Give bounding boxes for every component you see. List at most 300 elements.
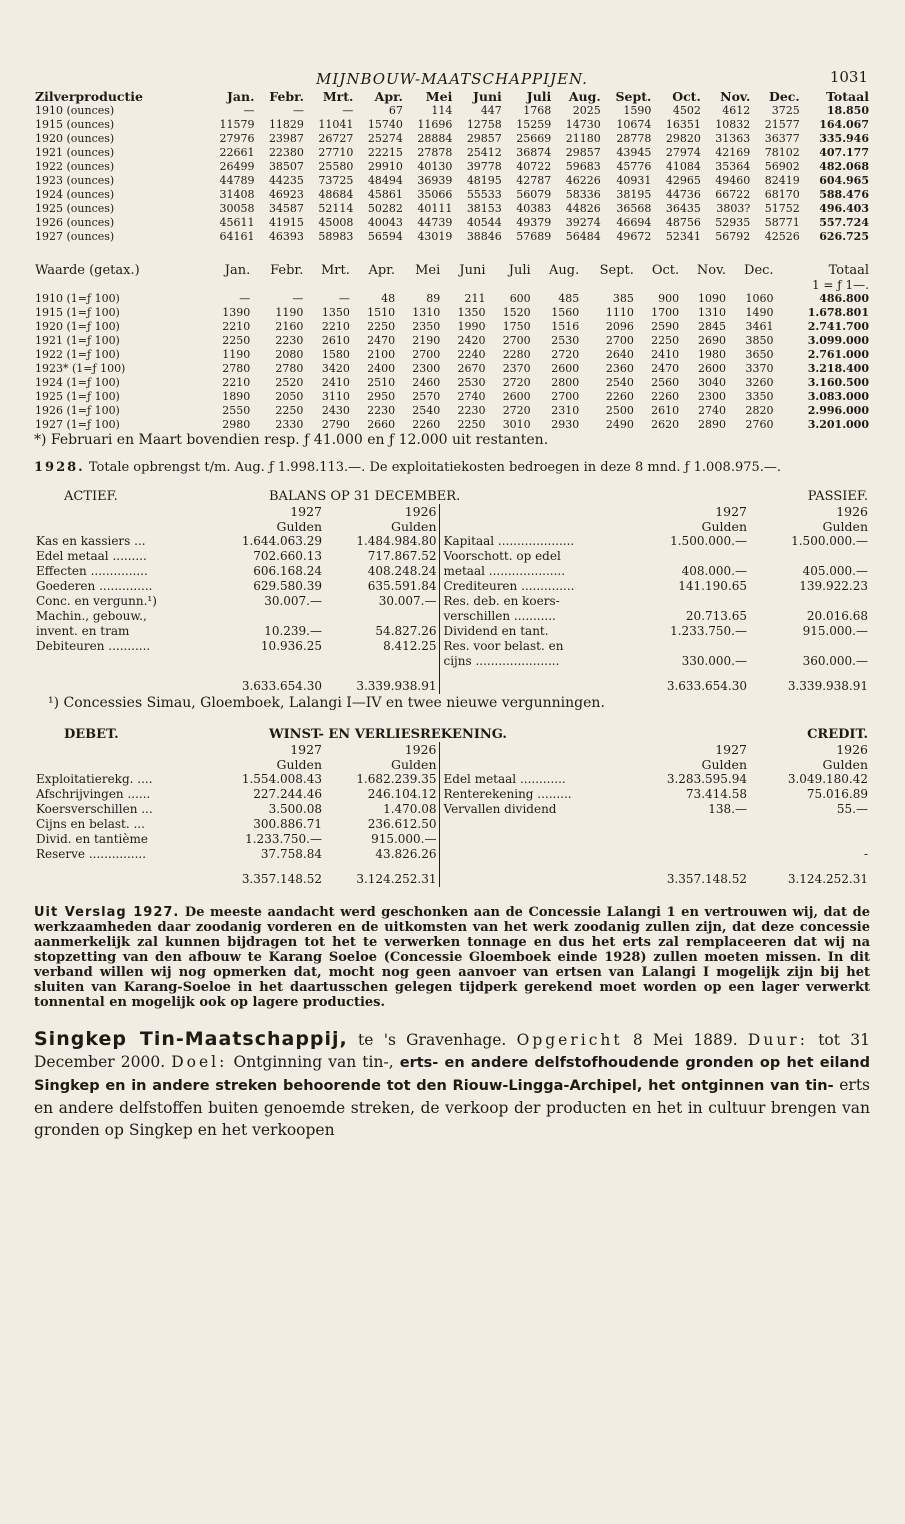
table-cell: 2530 — [551, 334, 580, 347]
amount-current — [229, 654, 324, 669]
row-label: 1910 (1=ƒ 100) — [35, 292, 120, 305]
table-cell: 56484 — [565, 230, 601, 243]
row-total: 604.965 — [819, 174, 869, 187]
table-cell: 2610 — [321, 334, 350, 347]
table-cell: 56792 — [715, 230, 751, 243]
table-cell: 2530 — [457, 376, 486, 389]
amount-current: 141.190.65 — [678, 579, 747, 593]
table-cell: 3725 — [771, 104, 800, 117]
row-label: 1925 (ounces) — [35, 202, 115, 215]
pl-left-title: DEBET. — [64, 727, 119, 742]
account-label: Res. deb. en koers- — [439, 594, 639, 609]
value-table — [34, 264, 870, 432]
table-cell: 2160 — [275, 320, 304, 333]
amount-previous — [324, 654, 439, 669]
table-cell: 68170 — [764, 188, 800, 201]
amount-current: 1.233.750.— — [670, 624, 747, 638]
amount-previous: 43.826.26 — [375, 847, 437, 861]
table-cell: 82419 — [764, 174, 800, 187]
amount-current: 300.886.71 — [253, 817, 322, 831]
table-cell: 36435 — [665, 202, 701, 215]
table-row — [34, 216, 870, 230]
table-cell: 45861 — [367, 188, 403, 201]
amount-current — [639, 847, 749, 862]
table-cell: 40043 — [367, 216, 403, 229]
note-1928-text: Totale opbrengst t/m. Aug. ƒ 1.998.113.—. De exploitatiekosten bedroegen in deze 8 mnd. ƒ 1.008.975.—. — [88, 460, 782, 475]
table-cell: 1990 — [457, 320, 486, 333]
table-cell: — — [292, 292, 304, 305]
table-cell: 64161 — [219, 230, 255, 243]
account-row — [34, 624, 870, 639]
total-amount: 3.633.654.30 — [241, 679, 322, 693]
table-cell: 2890 — [698, 418, 727, 431]
column-header: Sept. — [615, 89, 652, 104]
column-header: Mei — [425, 89, 453, 104]
row-total: 486.800 — [819, 292, 869, 305]
table-cell: 67 — [388, 104, 403, 117]
row-label: 1922 (1=ƒ 100) — [35, 348, 120, 361]
amount-previous: 360.000.— — [802, 654, 868, 668]
duration-label: Duur: — [747, 1031, 808, 1049]
table-cell: 2250 — [457, 418, 486, 431]
table-cell: 3461 — [745, 320, 774, 333]
amount-current: 37.758.84 — [260, 847, 322, 861]
column-header: Juni — [459, 263, 486, 278]
table-cell: 2280 — [502, 348, 531, 361]
report-lead: Uit Verslag 1927. — [34, 905, 180, 920]
table-cell: 2760 — [745, 418, 774, 431]
balance-unit: Gulden — [276, 519, 322, 534]
table-cell: 2790 — [321, 418, 350, 431]
table-cell: 27878 — [417, 146, 453, 159]
table-cell: 1510 — [367, 306, 396, 319]
table-cell: 2230 — [367, 404, 396, 417]
amount-previous: 139.922.23 — [799, 579, 868, 593]
amount-previous: 915.000.— — [371, 832, 437, 846]
table-cell: 2660 — [367, 418, 396, 431]
table-cell: 600 — [509, 292, 531, 305]
table-cell: 2410 — [321, 376, 350, 389]
table-cell: 2560 — [651, 376, 680, 389]
account-label: Vervallen dividend — [439, 802, 639, 817]
table-cell: 89 — [426, 292, 441, 305]
amount-current — [639, 832, 749, 847]
table-cell: — — [292, 104, 304, 117]
table-cell: 2690 — [698, 334, 727, 347]
total-amount: 3.124.252.31 — [356, 872, 437, 886]
amount-previous — [749, 639, 870, 654]
table-cell: 31408 — [219, 188, 255, 201]
table-cell: 2470 — [367, 334, 396, 347]
table-cell: 11041 — [318, 118, 354, 131]
table-row — [34, 362, 870, 376]
table-cell: 2400 — [367, 362, 396, 375]
amount-current: 227.244.46 — [253, 787, 322, 801]
column-header: Totaal — [826, 89, 869, 104]
account-label: invent. en tram — [36, 624, 130, 638]
column-header: Juli — [508, 263, 531, 278]
table-cell: 3010 — [502, 418, 531, 431]
table-cell: 31363 — [715, 132, 751, 145]
account-label: cijns ...................... — [439, 654, 639, 669]
table-cell: 22380 — [268, 146, 304, 159]
table-cell: 2080 — [275, 348, 304, 361]
table-cell: 29910 — [367, 160, 403, 173]
amount-current: 1.554.008.43 — [241, 772, 322, 786]
table-cell: 34587 — [268, 202, 304, 215]
table-cell: 2250 — [367, 320, 396, 333]
founded-label: Opgericht — [516, 1031, 623, 1049]
row-total: 2.996.000 — [807, 404, 869, 417]
silver-production-table — [34, 90, 870, 244]
table-cell: 2490 — [605, 418, 634, 431]
table-row — [34, 306, 870, 320]
row-label: 1924 (1=ƒ 100) — [35, 376, 120, 389]
row-label: 1910 (ounces) — [35, 104, 115, 117]
account-row — [34, 847, 870, 862]
table-cell: 2550 — [222, 404, 251, 417]
row-label: 1915 (1=ƒ 100) — [35, 306, 120, 319]
table-cell: — — [338, 292, 350, 305]
row-label: 1925 (1=ƒ 100) — [35, 390, 120, 403]
account-label: Machin., gebouw., — [36, 609, 147, 623]
table-cell: 52114 — [318, 202, 354, 215]
report-text: De meeste aandacht werd geschonken aan de Concessie Lalangi 1 en vertrouwen wij, dat de werkzaamheden daar zoodanig vorderen en de uitkomsten van het werk zoodanig zullen zijn, dat deze concessie aanmerkelijk zal kunnen bijdragen tot het te verwerken tonnage en dus het erts zal remplaceeren dat wij na stopzetting van den afbouw te Karang Soeloe (Concessie Gloemboek einde 1928) zullen moeten missen. In dit verband willen wij nog opmerken dat, mocht nog geen aanvoer van ertsen van Lalangi I mogelijk zijn bij het sluiten van Karang-Soeloe in het daartusschen gelegen tijdperk gerekend moet worden op een lager verwerkt tonnental en mogelijk ook op lagere producties. — [34, 905, 870, 1010]
goal-text-b: erts- en andere delfstofhoudende gronden op het eiland Singkep en in andere streken behoorende tot den Riouw-Lingga-Archipel, het ontginnen van tin- — [34, 1055, 871, 1094]
table-cell: 2250 — [222, 334, 251, 347]
amount-previous: 405.000.— — [802, 564, 868, 578]
account-label — [439, 832, 639, 847]
goal-label: Doel: — [171, 1053, 228, 1071]
amount-current: 1.500.000.— — [670, 534, 747, 548]
account-label: Crediteuren .............. — [439, 579, 639, 594]
totals-row — [34, 669, 870, 694]
table-cell: 2260 — [412, 418, 441, 431]
row-total: 407.177 — [819, 146, 869, 159]
table-cell: 41084 — [665, 160, 701, 173]
balance-year2-left: 1926 — [404, 504, 437, 519]
table-row — [34, 292, 870, 306]
founded-date: 8 Mei 1889. — [632, 1031, 738, 1049]
amount-current: 138.— — [708, 802, 747, 816]
total-amount: 3.357.148.52 — [666, 872, 747, 886]
total-amount: 3.124.252.31 — [787, 872, 868, 886]
goal-text-c: erts en andere delfstoffen buiten genoemde streken, de verkoop der producten en het in cultuur brengen van gronden op Singkep en het verkoopen — [34, 1076, 870, 1139]
table-cell: 15740 — [367, 118, 403, 131]
table-cell: 29857 — [565, 146, 601, 159]
amount-current: 10.936.25 — [260, 639, 322, 653]
table-cell: 2980 — [222, 418, 251, 431]
amount-current — [639, 817, 749, 832]
table-cell: 22661 — [219, 146, 255, 159]
account-row — [34, 639, 870, 654]
amount-current: 3.283.595.94 — [666, 772, 747, 786]
table-cell: 2570 — [412, 390, 441, 403]
table-row — [34, 348, 870, 362]
table-cell: 2310 — [551, 404, 580, 417]
amount-previous: - — [863, 847, 868, 861]
column-header: Oct. — [651, 263, 680, 278]
table-cell: 447 — [480, 104, 502, 117]
company-name: Singkep Tin-Maatschappij, — [34, 1028, 348, 1050]
table-cell: 1890 — [222, 390, 251, 403]
table-cell: 51752 — [764, 202, 800, 215]
column-header: Aug. — [568, 89, 601, 104]
column-header: Waarde (getax.) — [35, 263, 140, 278]
table-cell: 38195 — [616, 188, 652, 201]
account-label: Dividend en tant. — [439, 624, 639, 639]
table-cell: 3803? — [716, 202, 751, 215]
column-header: Nov. — [696, 263, 727, 278]
table-cell: 2845 — [698, 320, 727, 333]
table-cell: 40931 — [616, 174, 652, 187]
table-cell: 1190 — [222, 348, 251, 361]
account-row — [34, 534, 870, 549]
account-label: Debiteuren ........... — [36, 639, 151, 653]
table-cell: 2670 — [457, 362, 486, 375]
pl-unit: Gulden — [391, 757, 437, 772]
table-row — [34, 202, 870, 216]
amount-current: 20.713.65 — [685, 609, 747, 623]
column-header: Dec. — [769, 89, 800, 104]
total-amount: 3.339.938.91 — [787, 679, 868, 693]
total-amount — [439, 862, 639, 887]
table-cell: 29820 — [665, 132, 701, 145]
amount-previous: 30.007.— — [378, 594, 437, 608]
table-cell: 25274 — [367, 132, 403, 145]
table-cell: 42526 — [764, 230, 800, 243]
table-cell: 3040 — [698, 376, 727, 389]
row-total: 3.083.000 — [807, 390, 869, 403]
table-cell: 2210 — [222, 376, 251, 389]
amount-previous: 75.016.89 — [806, 787, 868, 801]
table-cell: 3420 — [321, 362, 350, 375]
table-cell: 2330 — [275, 418, 304, 431]
row-label: 1926 (1=ƒ 100) — [35, 404, 120, 417]
row-total: 557.724 — [819, 216, 869, 229]
table-row — [34, 104, 870, 118]
singkep-entry — [34, 1028, 870, 1141]
account-label: verschillen ........... — [439, 609, 639, 624]
table-cell: 3850 — [745, 334, 774, 347]
table-cell: 59683 — [565, 160, 601, 173]
table-cell: 49379 — [516, 216, 552, 229]
table-cell: 2610 — [651, 404, 680, 417]
pl-year1-left: 1927 — [290, 742, 322, 757]
table-cell: — — [342, 104, 354, 117]
table-cell: 485 — [558, 292, 580, 305]
table-cell: 2050 — [275, 390, 304, 403]
column-header: Apr. — [368, 263, 396, 278]
amount-previous — [749, 594, 870, 609]
table-cell: 48494 — [367, 174, 403, 187]
account-row — [34, 579, 870, 594]
table-cell: 2260 — [651, 390, 680, 403]
table-cell: 2600 — [502, 390, 531, 403]
table-cell: 2190 — [412, 334, 441, 347]
pl-unit: Gulden — [276, 757, 322, 772]
table-cell: 1516 — [551, 320, 580, 333]
table-row — [34, 320, 870, 334]
table-cell: 4612 — [722, 104, 751, 117]
table-cell: 2800 — [551, 376, 580, 389]
row-label: 1915 (ounces) — [35, 118, 115, 131]
amount-current — [639, 639, 749, 654]
amount-current — [229, 609, 324, 624]
table-cell: 2100 — [367, 348, 396, 361]
table-cell: 2300 — [698, 390, 727, 403]
table-cell: 1390 — [222, 306, 251, 319]
account-label: Kapitaal .................... — [439, 534, 639, 549]
table-cell: 2950 — [367, 390, 396, 403]
amount-previous: 717.867.52 — [367, 549, 437, 563]
table-cell: 58336 — [565, 188, 601, 201]
table-cell: 1190 — [275, 306, 304, 319]
column-header: Mrt. — [322, 89, 354, 104]
amount-previous — [749, 549, 870, 564]
table-cell: 42787 — [516, 174, 552, 187]
note-1928-year: 1928. — [34, 460, 85, 475]
table-cell: 42169 — [715, 146, 751, 159]
table-cell: — — [239, 292, 251, 305]
amount-current: 10.239.— — [264, 624, 322, 638]
pl-right-title: CREDIT. — [807, 727, 868, 742]
table-cell: 2930 — [551, 418, 580, 431]
table-cell: 78102 — [764, 146, 800, 159]
account-label — [439, 817, 639, 832]
amount-previous: 8.412.25 — [383, 639, 437, 653]
amount-previous: 1.682.239.35 — [356, 772, 437, 786]
page — [34, 64, 870, 1157]
column-header: Juni — [472, 89, 502, 104]
amount-current: 73.414.58 — [685, 787, 747, 801]
balance-footnote: ¹) Concessies Simau, Gloemboek, Lalangi I—IV en twee nieuwe vergunningen. — [48, 695, 605, 711]
amount-current: 30.007.— — [264, 594, 322, 608]
row-total: 3.099.000 — [807, 334, 869, 347]
table-row — [34, 404, 870, 418]
row-total: 626.725 — [819, 230, 869, 243]
table-cell: 58771 — [764, 216, 800, 229]
amount-current — [639, 549, 749, 564]
table-cell: 2820 — [745, 404, 774, 417]
row-total: 3.160.500 — [807, 376, 869, 389]
table-cell: 1980 — [698, 348, 727, 361]
table-cell: 45776 — [616, 160, 652, 173]
duration-value: tot 31 December 2000. — [34, 1031, 870, 1071]
table-cell: 48 — [381, 292, 396, 305]
table-row — [34, 160, 870, 174]
table-cell: 49672 — [616, 230, 652, 243]
table-cell: 48195 — [466, 174, 502, 187]
table-cell: 2360 — [605, 362, 634, 375]
table-cell: 23987 — [268, 132, 304, 145]
table-cell: 40383 — [516, 202, 552, 215]
table-cell: 11829 — [268, 118, 304, 131]
table-row — [34, 132, 870, 146]
row-label: 1927 (1=ƒ 100) — [35, 418, 120, 431]
account-row — [34, 654, 870, 669]
row-total: 588.476 — [819, 188, 869, 201]
table-cell: 46694 — [616, 216, 652, 229]
table-cell: 38846 — [466, 230, 502, 243]
table-cell: 1750 — [502, 320, 531, 333]
row-total: 3.218.400 — [807, 362, 869, 375]
amount-current: 1.233.750.— — [245, 832, 322, 846]
pl-year2-right: 1926 — [836, 742, 868, 757]
table-cell: 49460 — [715, 174, 751, 187]
unit-row — [34, 278, 870, 292]
table-cell: 56902 — [764, 160, 800, 173]
balance-unit: Gulden — [822, 519, 868, 534]
amount-previous: 1.500.000.— — [791, 534, 868, 548]
table-cell: 2620 — [651, 418, 680, 431]
table-cell: 4502 — [672, 104, 701, 117]
table-cell: 2470 — [651, 362, 680, 375]
table-cell: 1350 — [321, 306, 350, 319]
table-cell: 48684 — [318, 188, 354, 201]
table-cell: 46923 — [268, 188, 304, 201]
table-cell: 3650 — [745, 348, 774, 361]
row-label: 1927 (ounces) — [35, 230, 115, 243]
table-cell: 1310 — [698, 306, 727, 319]
account-row — [34, 832, 870, 847]
table-cell: 21577 — [764, 118, 800, 131]
account-label: Effecten ............... — [36, 564, 148, 578]
balance-sheet — [34, 489, 870, 711]
table-cell: 1590 — [623, 104, 652, 117]
table-cell: 2780 — [222, 362, 251, 375]
row-total: 3.201.000 — [807, 418, 869, 431]
column-header: Totaal — [828, 263, 869, 278]
table-cell: 56594 — [367, 230, 403, 243]
column-header: Zilverproductie — [35, 89, 144, 104]
balance-unit: Gulden — [701, 519, 747, 534]
account-label: Goederen .............. — [36, 579, 153, 593]
note-1928 — [34, 460, 870, 475]
table-cell: 2720 — [502, 404, 531, 417]
table-cell: 39778 — [466, 160, 502, 173]
table-cell: 40544 — [466, 216, 502, 229]
table-cell: 26499 — [219, 160, 255, 173]
table-cell: 1520 — [502, 306, 531, 319]
table-cell: 3110 — [321, 390, 350, 403]
table-cell: 2740 — [698, 404, 727, 417]
account-label: Koersverschillen ... — [36, 802, 153, 816]
table-cell: 27710 — [318, 146, 354, 159]
table-cell: 2510 — [367, 376, 396, 389]
goal-text-a: Ontginning van tin-, — [233, 1053, 394, 1071]
column-header: Aug. — [549, 263, 580, 278]
amount-previous: 236.612.50 — [367, 817, 437, 831]
table-cell: 1350 — [457, 306, 486, 319]
balance-year1-left: 1927 — [290, 504, 322, 519]
table-cell: 2260 — [605, 390, 634, 403]
pl-year1-right: 1927 — [715, 742, 747, 757]
table-row — [34, 376, 870, 390]
table-row — [34, 334, 870, 348]
table-cell: 40111 — [417, 202, 453, 215]
balance-title: BALANS OP 31 DECEMBER. — [269, 489, 461, 504]
table-cell: 29857 — [466, 132, 502, 145]
amount-previous — [749, 817, 870, 832]
table-cell: 2250 — [651, 334, 680, 347]
table-cell: 2540 — [605, 376, 634, 389]
table-cell: 52935 — [715, 216, 751, 229]
table-cell: 36568 — [616, 202, 652, 215]
row-total: 164.067 — [819, 118, 869, 131]
table-cell: 44235 — [268, 174, 304, 187]
table-cell: 25580 — [318, 160, 354, 173]
